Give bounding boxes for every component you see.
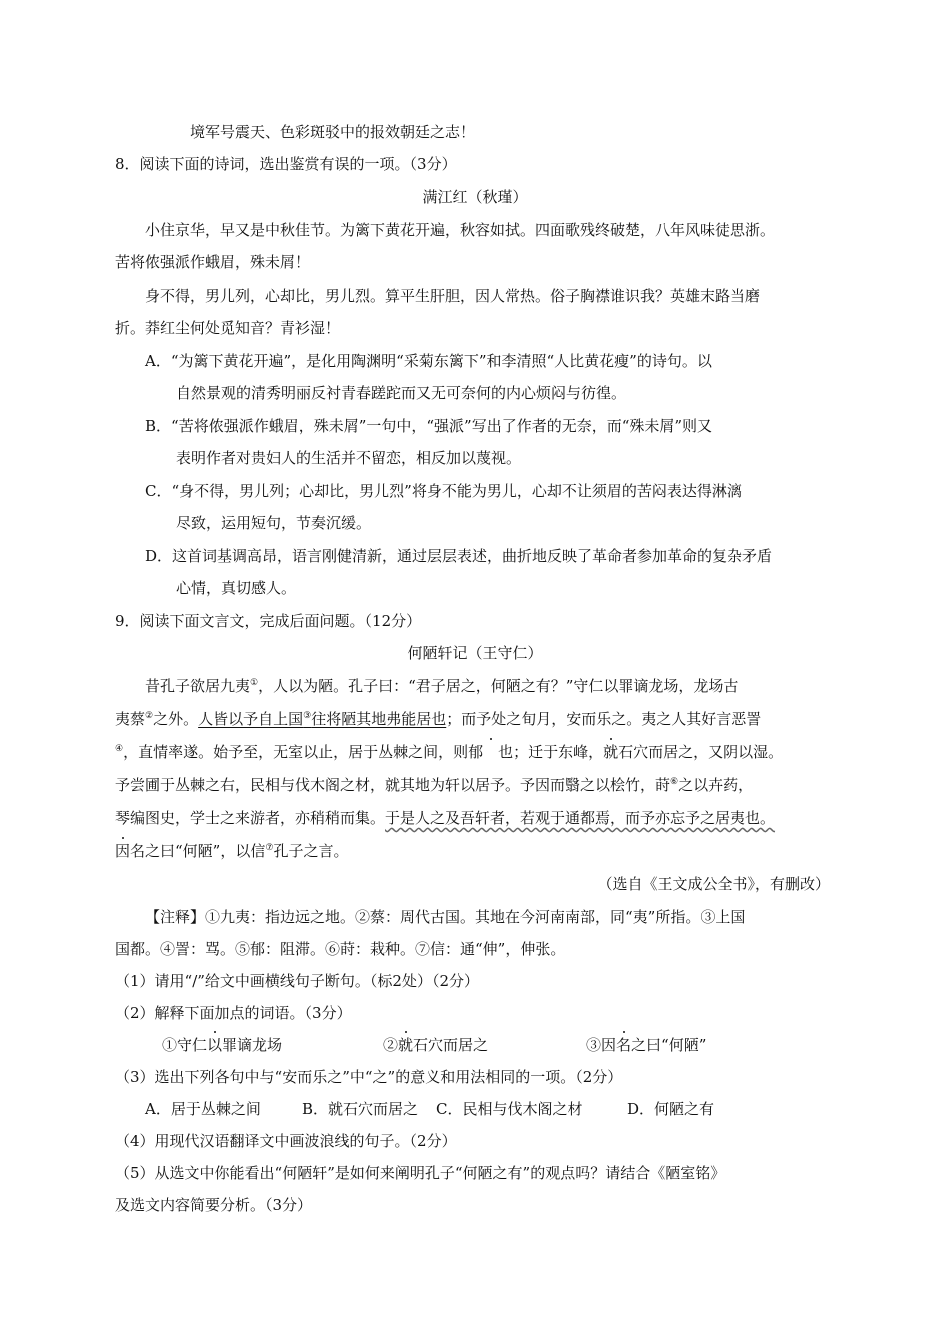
text-span: 名之曰“何陋”，以信 xyxy=(130,842,266,860)
option-a-cont: 自然景观的清秀明丽反衬青春蹉跎而又无可奈何的内心烦闷与彷徨。 xyxy=(176,384,627,402)
dotted-char: 以 xyxy=(207,1036,223,1054)
sub-question-1: （1）请用“/”给文中画横线句子断句。（标2处）（2分） xyxy=(115,972,480,990)
note-marker: ③ xyxy=(303,711,312,721)
word-item-2: ②就石穴而居之 xyxy=(383,1036,489,1054)
word-item-3: ③因名之曰“何陋” xyxy=(586,1036,707,1054)
text-line: 境军号震天、色彩斑驳中的报效朝廷之志！ xyxy=(190,123,476,141)
underlined-sentence: 人皆以予自上国③往将陋其地弗能居也 xyxy=(198,710,447,728)
text-span: 之外。 xyxy=(153,710,199,728)
text-span: 石穴而居之，又阴以湿。 xyxy=(618,743,784,761)
note-marker: ⑥ xyxy=(670,777,679,787)
choice-c: C．民相与伐木阁之材 xyxy=(436,1100,583,1118)
sub-question-4: （4）用现代汉语翻译文中画波浪线的句子。（2分） xyxy=(115,1132,457,1150)
sub-question-3: （3）选出下列各句中与“安而乐之”中“之”的意义和用法相同的一项。（2分） xyxy=(115,1068,623,1086)
option-c-cont: 尽致，运用短句，节奏沉缓。 xyxy=(176,514,372,532)
text-span: 予尝圃于丛棘之右，民相与伐木阁之材，就其地为轩以居予。予因而翳之以桧竹，莳 xyxy=(115,776,671,794)
text-span: ，直情率遂。始予至，无室以止，居于丛棘之间，则郁 xyxy=(123,743,484,761)
poem-line: 小住京华，早又是中秋佳节。为篱下黄花开遍，秋容如拭。四面歌残终破楚，八年风味徒思浙。 xyxy=(145,221,776,239)
note-marker: ① xyxy=(250,678,259,688)
classical-text-line xyxy=(115,742,783,762)
text-span: 之以卉药， xyxy=(678,776,754,794)
text-title: 何陋轩记（王守仁） xyxy=(407,644,543,662)
note-marker: ⑦ xyxy=(265,843,274,853)
note-marker: ② xyxy=(145,711,154,721)
source-citation: （选自《王文成公全书》，有删改） xyxy=(597,875,830,893)
poem-line: 折。莽红尘何处觅知音？青衫湿！ xyxy=(115,319,341,337)
poem-title: 满江红（秋瑾） xyxy=(422,188,528,206)
poem-line: 身不得，男儿列，心却比，男儿烈。算平生肝胆，因人常热。俗子胸襟谁识我？英雄末路当磨 xyxy=(145,287,761,305)
text-span: 昔孔子欲居九夷 xyxy=(145,677,251,695)
text-span: 琴编图史，学士之来游者，亦稍稍而集。 xyxy=(115,809,386,827)
text-span: ；而予处之旬月，安而乐之。夷之人其好言恶詈 xyxy=(446,710,762,728)
option-d: D．这首词基调高昂，语言刚健清新，通过层层表述，曲折地反映了革命者参加革命的复杂矛盾 xyxy=(145,547,773,565)
sub-question-5: （5）从选文中你能看出“何陋轩”是如何来阐明孔子“何陋之有”的观点吗？请结合《陋室铭》 xyxy=(115,1164,726,1182)
classical-text-line xyxy=(145,676,738,696)
wavy-underlined-sentence: 于是人之及吾轩者，若观于通都焉，而予亦忘予之居夷也。 xyxy=(385,809,776,827)
dotted-char: 就 xyxy=(398,1036,414,1054)
text-span: 夷蔡 xyxy=(115,710,146,728)
dotted-char: 因 xyxy=(115,842,131,860)
sub-question-5-cont: 及选文内容简要分析。（3分） xyxy=(115,1196,313,1214)
choice-d: D．何陋之有 xyxy=(627,1100,715,1118)
dotted-char xyxy=(483,743,498,761)
dotted-char: 就 xyxy=(603,743,619,761)
word-item-1: ①守仁以罪谪龙场 xyxy=(162,1036,283,1054)
classical-text-line xyxy=(115,841,348,861)
option-d-cont: 心情，真切感人。 xyxy=(176,579,297,597)
choice-a: A．居于丛棘之间 xyxy=(145,1100,261,1118)
choice-b: B．就石穴而居之 xyxy=(302,1100,419,1118)
option-b-cont: 表明作者对贵妇人的生活并不留恋，相反加以蔑视。 xyxy=(176,449,522,467)
sub-question-2: （2）解释下面加点的词语。（3分） xyxy=(115,1004,352,1022)
option-a: A．“为篱下黄花开遍”，是化用陶渊明“采菊东篱下”和李清照“人比黄花瘦”的诗句。以 xyxy=(145,352,712,370)
annotation-cont: 国都。④詈：骂。⑤郁：阻滞。⑥莳：栽种。⑦信：通“伸”，伸张。 xyxy=(115,940,566,958)
classical-text-line xyxy=(115,775,753,795)
text-span: ，人以为陋。孔子曰：“君子居之，何陋之有？”守仁以罪谪龙场，龙场古 xyxy=(258,677,739,695)
poem-line: 苦将侬强派作蛾眉，殊未屑！ xyxy=(115,253,311,271)
note-marker: ④ xyxy=(115,744,124,754)
option-c: C．“身不得，男儿列；心却比，男儿烈”将身不能为男儿，心却不让须眉的苦闷表达得淋漓 xyxy=(145,482,742,500)
text-span: 也；迁于东峰， xyxy=(498,743,604,761)
option-b: B．“苦将侬强派作蛾眉，殊未屑”一句中，“强派”写出了作者的无奈，而“殊未屑”则又 xyxy=(145,417,713,435)
classical-text-line xyxy=(115,709,761,729)
annotation: 【注释】①九夷：指边远之地。②蔡：周代古国。其地在今河南南部，同“夷”所指。③上国 xyxy=(145,908,746,926)
question-9-title: 9．阅读下面文言文，完成后面问题。（12分） xyxy=(115,612,422,630)
dotted-char: 名 xyxy=(616,1036,632,1054)
classical-text-line xyxy=(115,808,775,828)
question-8-title: 8．阅读下面的诗词，选出鉴赏有误的一项。（3分） xyxy=(115,155,457,173)
text-span: 孔子之言。 xyxy=(273,842,349,860)
